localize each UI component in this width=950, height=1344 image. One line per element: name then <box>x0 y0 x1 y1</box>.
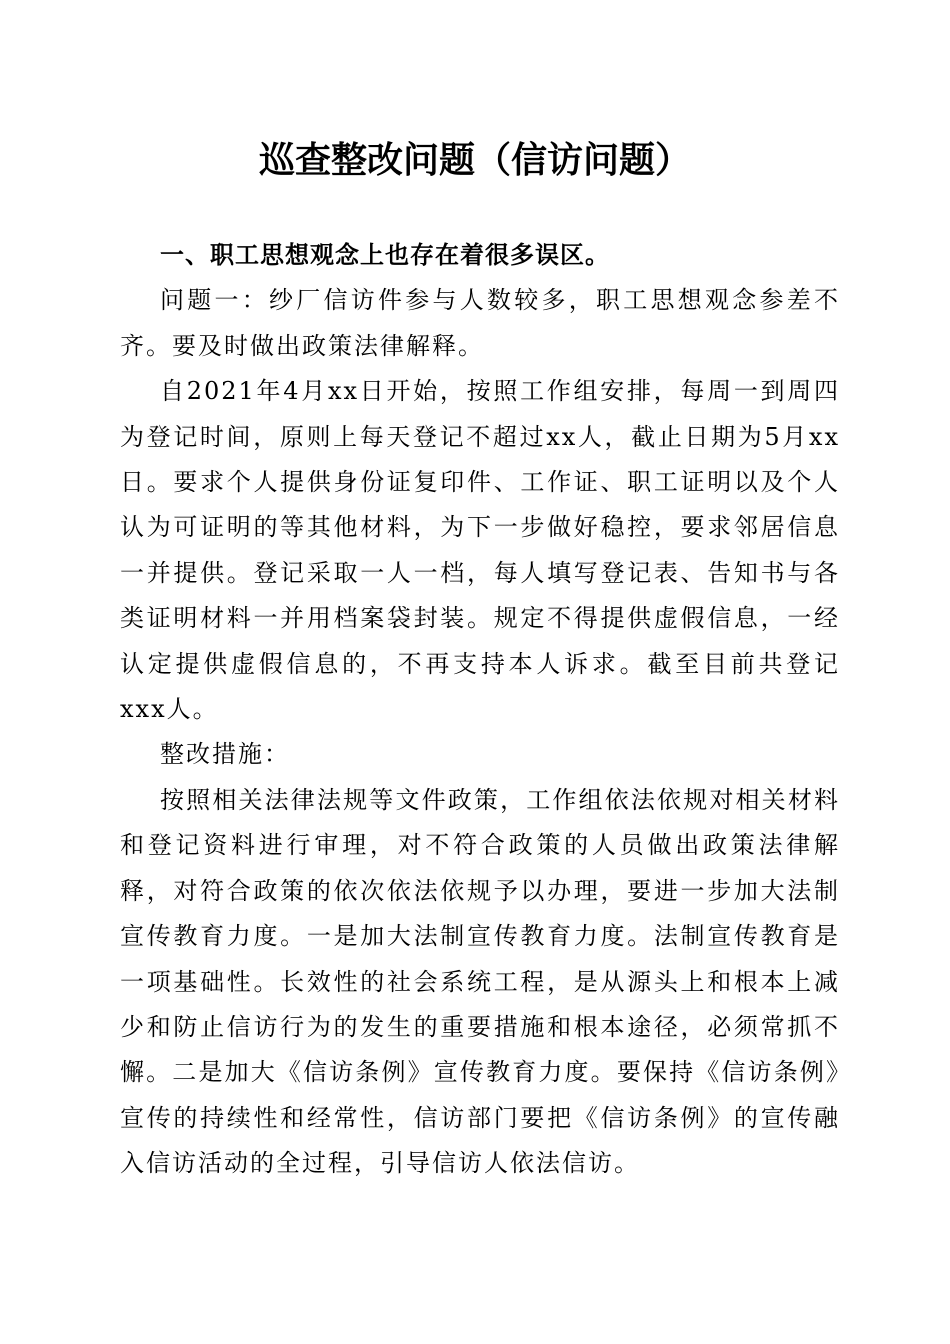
measures-label: 整改措施： <box>160 740 290 769</box>
document-title: 巡查整改问题（信访问题） <box>258 139 691 181</box>
registration-paragraph: 自2021年4月xx日开始，按照工作组安排，每周一到周四为登记时间，原则上每天登记不超过xx人，截止日期为5月xx日。要求个人提供身份证复印件、工作证、职工证明以及个人认为可证明的等其他材料，为下一步做好稳控，要求邻居信息一并提供。登记采取一人一档，每人填写登记表、告知书与各类证明材料一并用档案袋封装。规定不得提供虚假信息，一经认定提供虚假信息的，不再支持本人诉求。截至目前共登记xxx人。 <box>120 377 840 724</box>
measures-paragraph: 按照相关法律法规等文件政策，工作组依法依规对相关材料和登记资料进行审理，对不符合政策的人员做出政策法律解释，对符合政策的依次依法依规予以办理，要进一步加大法制宣传教育力度。一是加大法制宣传教育力度。法制宣传教育是一项基础性。长效性的社会系统工程，是从源头上和根本上减少和防止信访行为的发生的重要措施和根本途径，必须常抓不懈。二是加大《信访条例》宣传教育力度。要保持《信访条例》宣传的持续性和经常性，信访部门要把《信访条例》的宣传融入信访活动的全过程，引导信访人依法信访。 <box>120 785 840 1178</box>
section-heading: 一、职工思想观念上也存在着很多误区。 <box>160 241 610 269</box>
problem-paragraph: 问题一：纱厂信访件参与人数较多，职工思想观念参差不齐。要及时做出政策法律解释。 <box>120 286 840 360</box>
document-body <box>120 233 840 1187</box>
